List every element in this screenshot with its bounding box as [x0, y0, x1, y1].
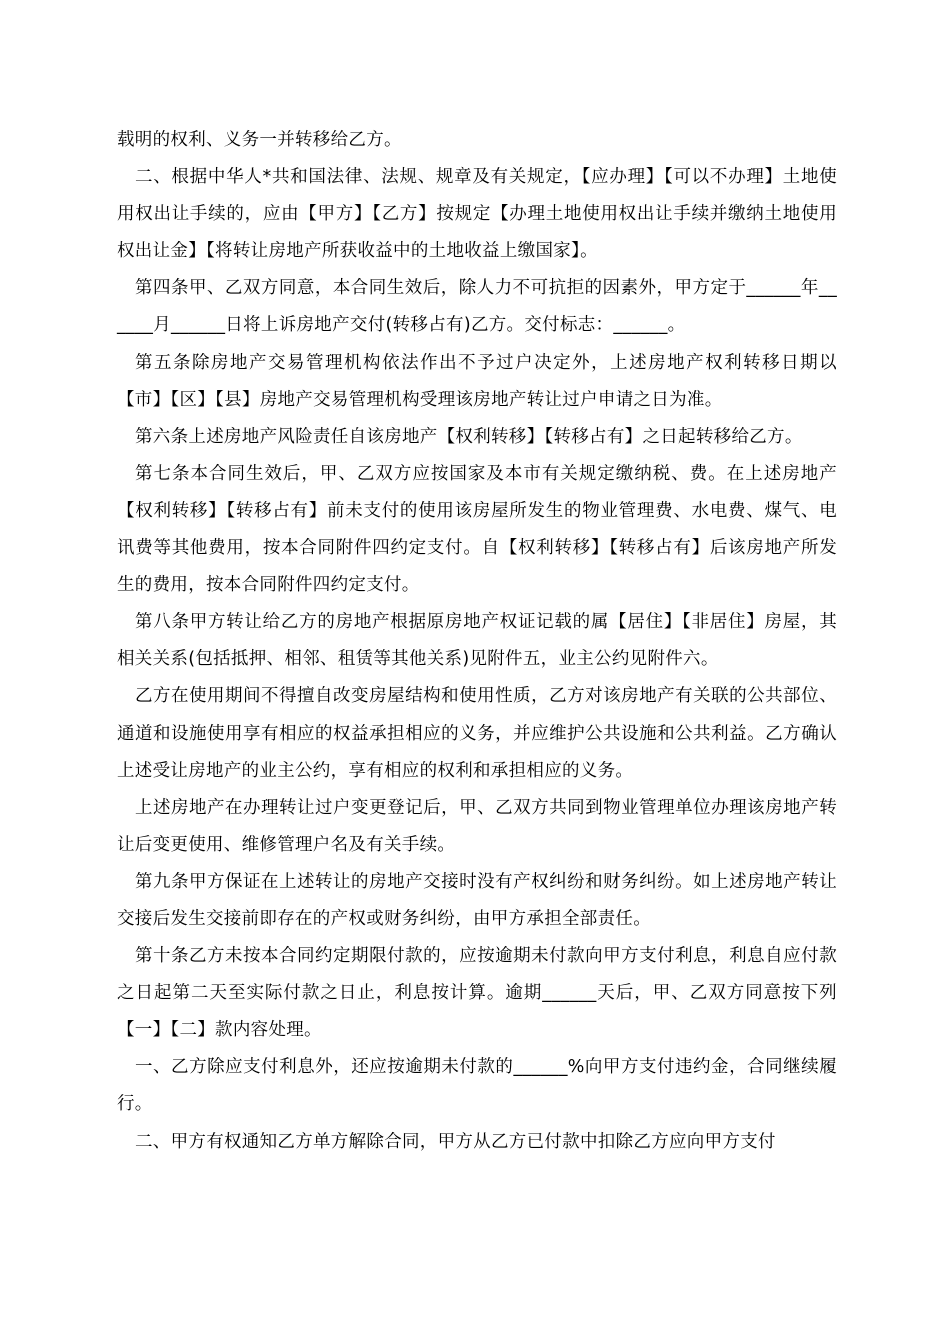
paragraph-article-10-item-1: 一、乙方除应支付利息外，还应按逾期未付款的______%向甲方支付违约金，合同继续履行。	[117, 1057, 837, 1115]
paragraph-article-7: 第七条本合同生效后，甲、乙双方应按国家及本市有关规定缴纳税、费。在上述房地产【权利转移】【转移占有】前未支付的使用该房屋所发生的物业管理费、水电费、煤气、电讯费等其他费用，按本合同附件四约定支付。自【权利转移】【转移占有】后该房地产所发生的费用，按本合同附件四约定支付。	[117, 463, 837, 596]
paragraph-1: 载明的权利、义务一并转移给乙方。	[117, 130, 402, 150]
paragraph-2: 二、根据中华人*共和国法律、法规、规章及有关规定，【应办理】【可以不办理】土地使用权出让手续的，应由【甲方】【乙方】按规定【办理土地使用权出让手续并缴纳土地使用权出让金】【将转让房地产所获收益中的土地收益上缴国家】。	[117, 167, 837, 262]
paragraph-article-8-usage: 乙方在使用期间不得擅自改变房屋结构和使用性质，乙方对该房地产有关联的公共部位、通道和设施使用享有相应的权益承担相应的义务，并应维护公共设施和公共利益。乙方确认上述受让房地产的业主公约，享有相应的权利和承担相应的义务。	[117, 686, 837, 781]
contract-body	[117, 122, 837, 1161]
paragraph-article-5: 第五条除房地产交易管理机构依法作出不予过户决定外，上述房地产权利转移日期以【市】【区】【县】房地产交易管理机构受理该房地产转让过户申请之日为准。	[117, 352, 837, 410]
paragraph-article-4: 第四条甲、乙双方同意，本合同生效后，除人力不可抗拒的因素外，甲方定于______年______月______日将上诉房地产交付(转移占有)乙方。交付标志：______。	[117, 278, 837, 336]
paragraph-article-8: 第八条甲方转让给乙方的房地产根据原房地产权证记载的属【居住】【非居住】房屋，其相关关系(包括抵押、相邻、租赁等其他关系)见附件五，业主公约见附件六。	[117, 612, 837, 670]
paragraph-article-10-item-2: 二、甲方有权通知乙方单方解除合同，甲方从乙方已付款中扣除乙方应向甲方支付	[135, 1131, 776, 1152]
paragraph-article-8-transfer: 上述房地产在办理转让过户变更登记后，甲、乙双方共同到物业管理单位办理该房地产转让后变更使用、维修管理户名及有关手续。	[117, 797, 837, 855]
paragraph-article-10: 第十条乙方未按本合同约定期限付款的，应按逾期未付款向甲方支付利息，利息自应付款之日起第二天至实际付款之日止，利息按计算。逾期______天后，甲、乙双方同意按下列【一】【二】款内容处理。	[117, 946, 837, 1041]
paragraph-article-9: 第九条甲方保证在上述转让的房地产交接时没有产权纠纷和财务纠纷。如上述房地产转让交接后发生交接前即存在的产权或财务纠纷，由甲方承担全部责任。	[117, 871, 837, 929]
paragraph-article-6: 第六条上述房地产风险责任自该房地产【权利转移】【转移占有】之日起转移给乙方。	[135, 426, 803, 447]
